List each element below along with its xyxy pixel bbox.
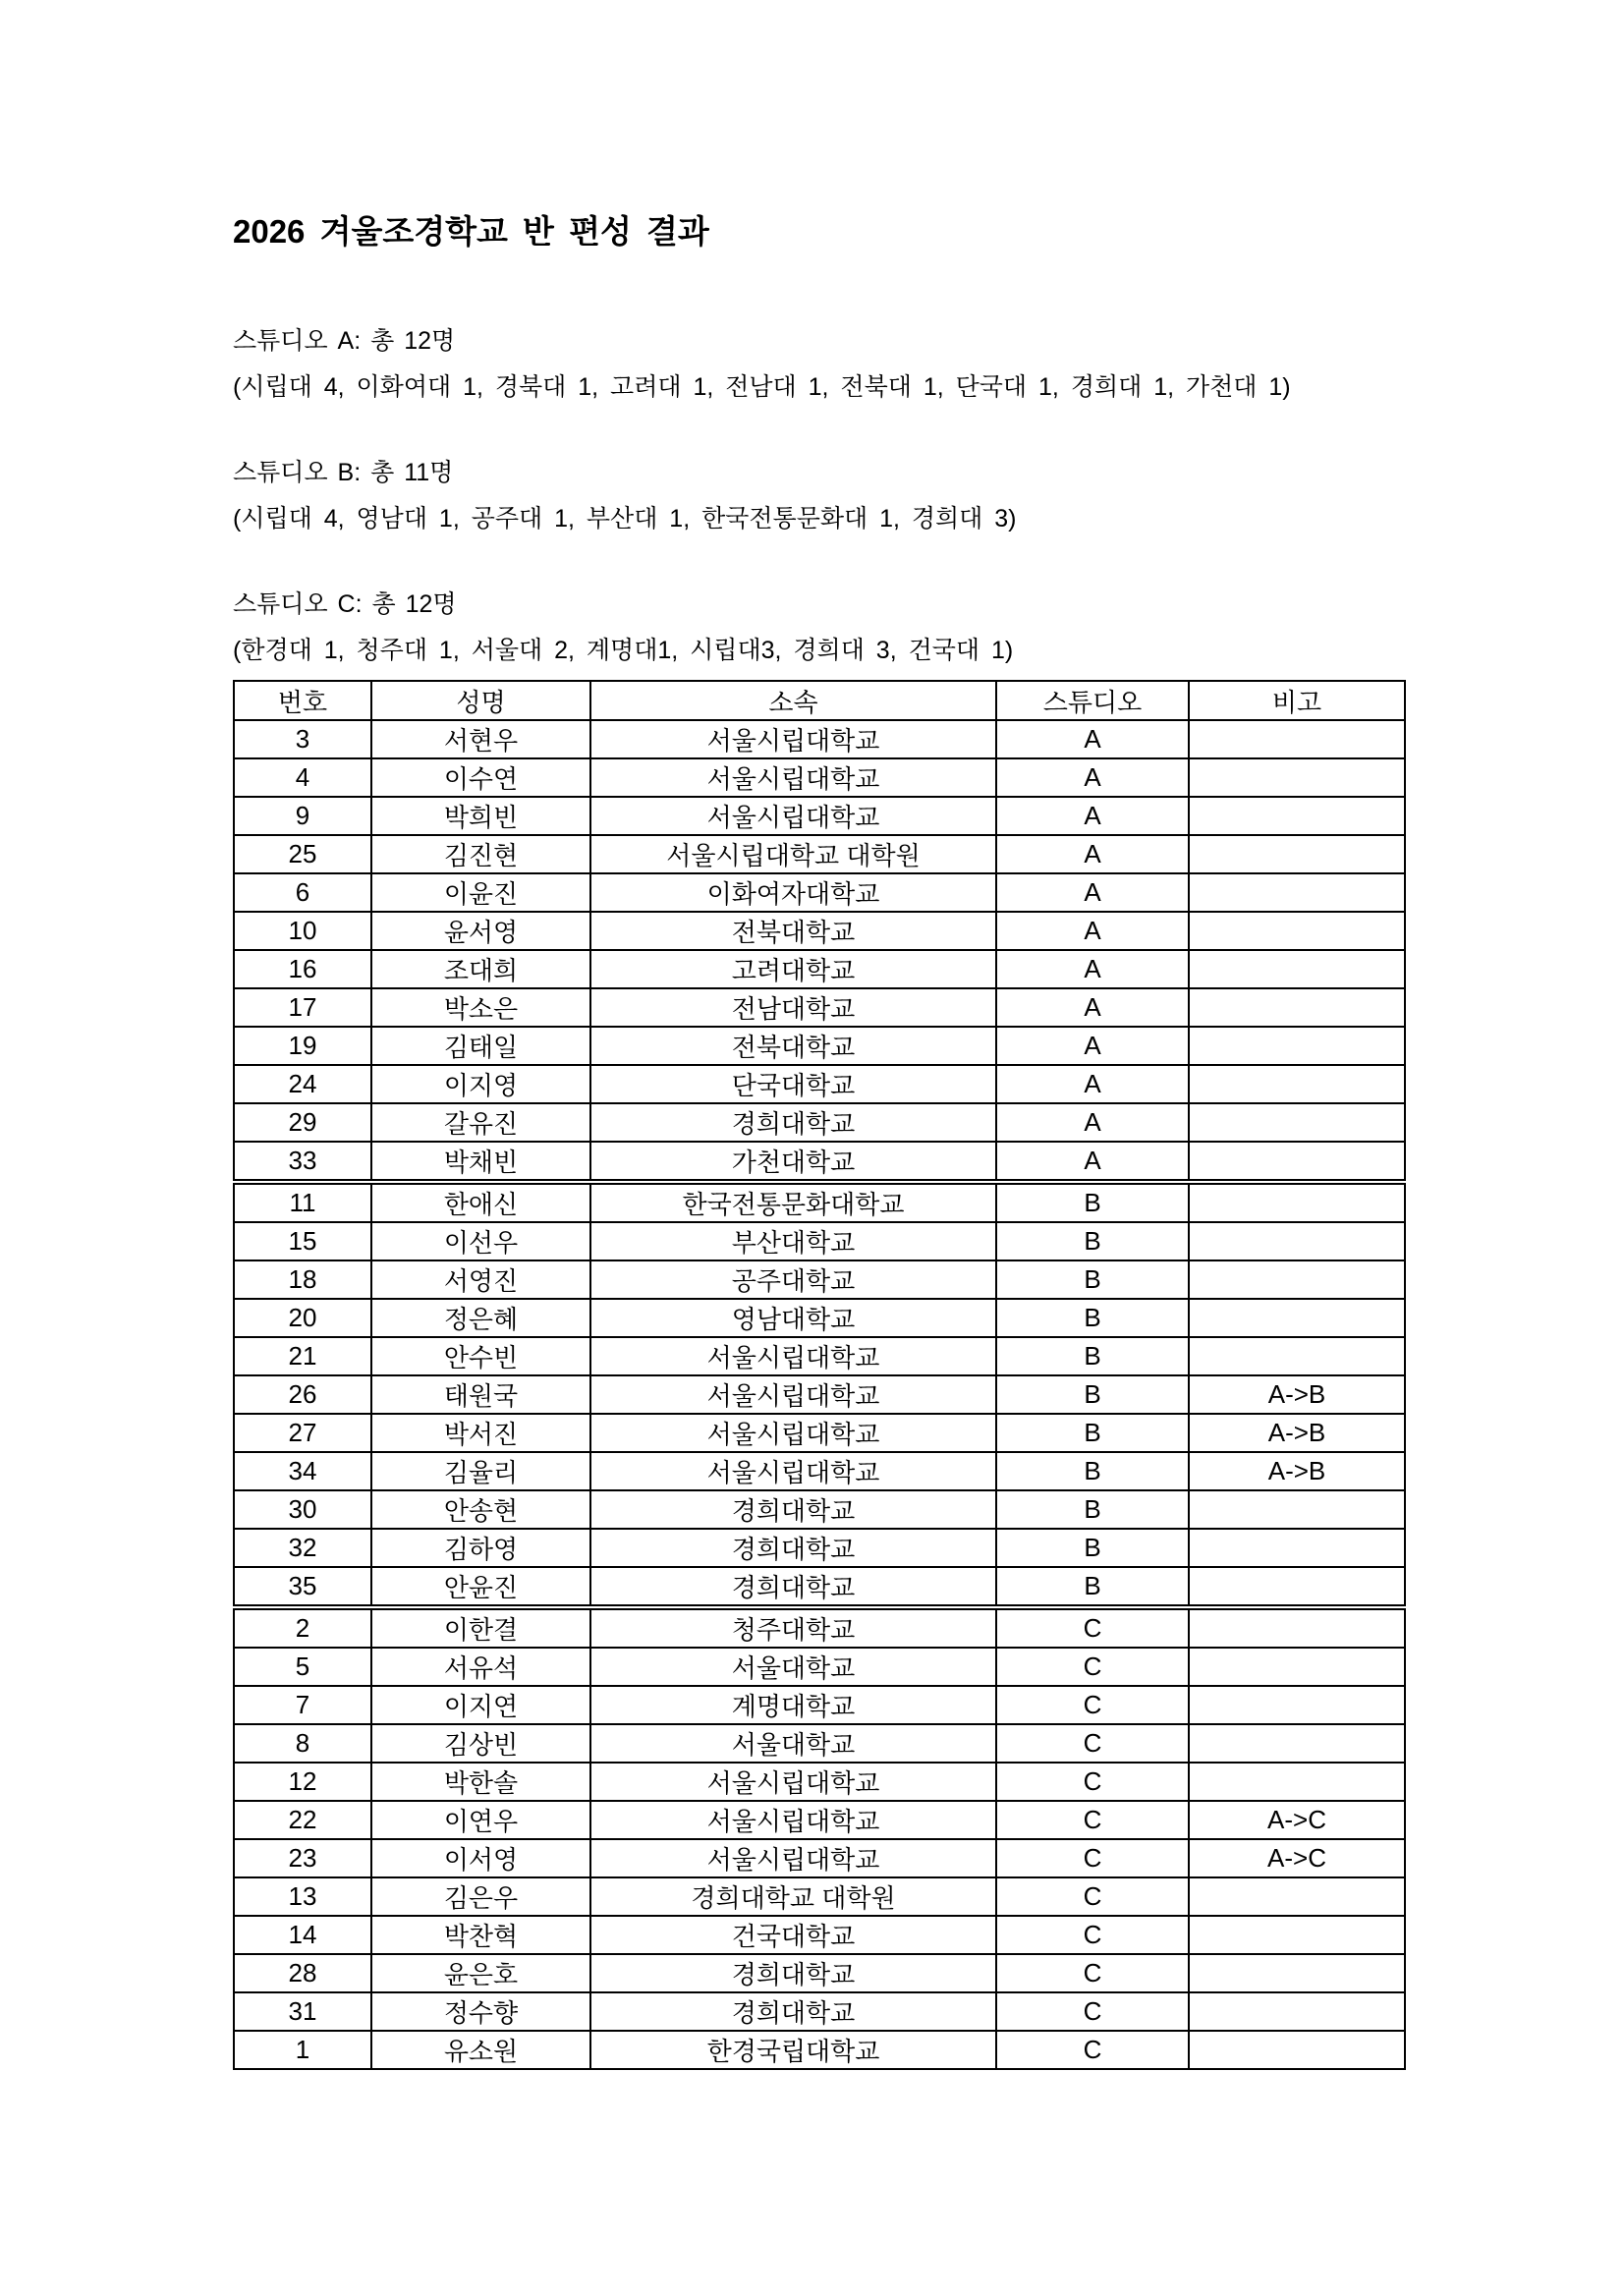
table-cell: 정수향 [371, 1992, 590, 2031]
table-cell: 13 [234, 1877, 371, 1916]
table-cell: 서울시립대학교 [590, 720, 996, 758]
table-cell [1189, 1648, 1405, 1686]
studio-b-heading: 스튜디오 B: 총 11명 [233, 459, 454, 486]
table-cell: C [996, 1954, 1189, 1992]
table-cell [1189, 720, 1405, 758]
table-cell: 안수빈 [371, 1337, 590, 1375]
table-cell [1189, 1182, 1405, 1222]
table-cell: 갈유진 [371, 1103, 590, 1142]
table-cell: 김율리 [371, 1452, 590, 1490]
table-cell: 27 [234, 1414, 371, 1452]
header-studio: 스튜디오 [996, 681, 1189, 720]
table-cell: 8 [234, 1724, 371, 1763]
table-cell [1189, 797, 1405, 835]
table-cell: 서울대학교 [590, 1648, 996, 1686]
table-cell: 32 [234, 1529, 371, 1567]
table-cell: 3 [234, 720, 371, 758]
table-cell: B [996, 1567, 1189, 1607]
table-cell: 이한결 [371, 1607, 590, 1648]
table-cell: C [996, 1916, 1189, 1954]
table-cell: B [996, 1337, 1189, 1375]
table-row [234, 1142, 1405, 1182]
table-cell: 15 [234, 1222, 371, 1260]
table-row [234, 1299, 1405, 1337]
table-cell: 고려대학교 [590, 950, 996, 988]
table-cell: 이연우 [371, 1801, 590, 1839]
table-cell: 33 [234, 1142, 371, 1182]
table-row [234, 950, 1405, 988]
table-cell: 2 [234, 1607, 371, 1648]
table-row [234, 1529, 1405, 1567]
table-cell: A [996, 950, 1189, 988]
table-cell: 서현우 [371, 720, 590, 758]
table-cell: C [996, 1801, 1189, 1839]
table-row [234, 1877, 1405, 1916]
table-cell: 경희대학교 대학원 [590, 1877, 996, 1916]
table-cell [1189, 2031, 1405, 2069]
table-row [234, 835, 1405, 873]
table-row [234, 988, 1405, 1027]
table-cell: 14 [234, 1916, 371, 1954]
table-cell [1189, 1916, 1405, 1954]
table-cell: 김하영 [371, 1529, 590, 1567]
table-cell: 경희대학교 [590, 1954, 996, 1992]
table-cell: C [996, 1607, 1189, 1648]
table-row [234, 1839, 1405, 1877]
table-cell: 태원국 [371, 1375, 590, 1414]
table-cell: 김태일 [371, 1027, 590, 1065]
table-cell: 이서영 [371, 1839, 590, 1877]
header-name: 성명 [371, 681, 590, 720]
table-cell [1189, 1607, 1405, 1648]
table-cell: A [996, 1142, 1189, 1182]
table-cell: 한경국립대학교 [590, 2031, 996, 2069]
header-note: 비고 [1189, 681, 1405, 720]
table-cell: B [996, 1490, 1189, 1529]
table-cell: C [996, 1724, 1189, 1763]
table-cell [1189, 1992, 1405, 2031]
table-cell [1189, 1142, 1405, 1182]
table-cell: 16 [234, 950, 371, 988]
table-cell: 한애신 [371, 1182, 590, 1222]
table-cell: B [996, 1299, 1189, 1337]
table-row [234, 1763, 1405, 1801]
table-cell: 경희대학교 [590, 1490, 996, 1529]
table-cell: 이화여자대학교 [590, 873, 996, 912]
table-row [234, 1801, 1405, 1839]
table-cell: A [996, 1103, 1189, 1142]
table-cell: 서울시립대학교 [590, 1839, 996, 1877]
table-cell: A [996, 1027, 1189, 1065]
table-cell: 박소은 [371, 988, 590, 1027]
table-cell: C [996, 1686, 1189, 1724]
table-row [234, 912, 1405, 950]
table-cell: A [996, 758, 1189, 797]
table-cell: 박한솔 [371, 1763, 590, 1801]
table-cell: 10 [234, 912, 371, 950]
table-cell: 19 [234, 1027, 371, 1065]
table-cell: 유소원 [371, 2031, 590, 2069]
table-cell: 서울시립대학교 대학원 [590, 835, 996, 873]
table-row [234, 1992, 1405, 2031]
table-cell: 9 [234, 797, 371, 835]
table-cell: 공주대학교 [590, 1260, 996, 1299]
table-cell [1189, 1065, 1405, 1103]
table-cell: 서울대학교 [590, 1724, 996, 1763]
table-cell: 12 [234, 1763, 371, 1801]
table-cell: 박채빈 [371, 1142, 590, 1182]
table-row [234, 1375, 1405, 1414]
studio-a-heading: 스튜디오 A: 총 12명 [233, 327, 456, 355]
table-cell: A->C [1189, 1801, 1405, 1839]
table-cell: 20 [234, 1299, 371, 1337]
table-cell: A [996, 912, 1189, 950]
table-cell: 안윤진 [371, 1567, 590, 1607]
table-cell: 이지연 [371, 1686, 590, 1724]
table-cell: B [996, 1414, 1189, 1452]
table-cell: 청주대학교 [590, 1607, 996, 1648]
table-cell: 25 [234, 835, 371, 873]
table-cell: C [996, 1992, 1189, 2031]
table-cell: 서울시립대학교 [590, 797, 996, 835]
table-cell: 윤서영 [371, 912, 590, 950]
table-cell: 22 [234, 1801, 371, 1839]
table-cell: 5 [234, 1648, 371, 1686]
table-cell [1189, 912, 1405, 950]
table-row [234, 2031, 1405, 2069]
table-cell: 경희대학교 [590, 1103, 996, 1142]
table-cell: 24 [234, 1065, 371, 1103]
table-row [234, 1065, 1405, 1103]
table-cell: 21 [234, 1337, 371, 1375]
table-cell: 단국대학교 [590, 1065, 996, 1103]
table-cell: C [996, 2031, 1189, 2069]
table-cell: 영남대학교 [590, 1299, 996, 1337]
table-cell: 건국대학교 [590, 1916, 996, 1954]
table-cell: 조대희 [371, 950, 590, 988]
table-cell: A->B [1189, 1375, 1405, 1414]
table-cell: 경희대학교 [590, 1529, 996, 1567]
table-cell: 서울시립대학교 [590, 1375, 996, 1414]
table-cell: 34 [234, 1452, 371, 1490]
table-row [234, 1103, 1405, 1142]
table-cell [1189, 1877, 1405, 1916]
table-cell: A->C [1189, 1839, 1405, 1877]
table-cell: A [996, 835, 1189, 873]
table-cell: C [996, 1839, 1189, 1877]
table-cell: 7 [234, 1686, 371, 1724]
table-cell: 28 [234, 1954, 371, 1992]
table-cell: 서유석 [371, 1648, 590, 1686]
table-cell: 6 [234, 873, 371, 912]
table-cell: 서울시립대학교 [590, 758, 996, 797]
table-cell: B [996, 1452, 1189, 1490]
table-cell [1189, 1337, 1405, 1375]
table-cell: C [996, 1648, 1189, 1686]
table-row [234, 1567, 1405, 1607]
table-cell: 가천대학교 [590, 1142, 996, 1182]
table-cell: 전북대학교 [590, 1027, 996, 1065]
studio-b-detail: (시립대 4, 영남대 1, 공주대 1, 부산대 1, 한국전통문화대 1, 경희대 3) [233, 505, 1017, 532]
table-row [234, 758, 1405, 797]
table-cell: B [996, 1375, 1189, 1414]
table-cell: 경희대학교 [590, 1567, 996, 1607]
header-affiliation: 소속 [590, 681, 996, 720]
studio-c-heading: 스튜디오 C: 총 12명 [233, 590, 457, 618]
studio-c-detail: (한경대 1, 청주대 1, 서울대 2, 계명대1, 시립대3, 경희대 3, 건국대 1) [233, 637, 1014, 664]
table-cell: 이지영 [371, 1065, 590, 1103]
table-cell [1189, 1686, 1405, 1724]
table-cell: 김은우 [371, 1877, 590, 1916]
table-cell: A [996, 988, 1189, 1027]
table-cell: B [996, 1182, 1189, 1222]
header-number: 번호 [234, 681, 371, 720]
table-row [234, 1490, 1405, 1529]
header-row [234, 681, 1405, 720]
table-cell: 23 [234, 1839, 371, 1877]
table-cell: 김상빈 [371, 1724, 590, 1763]
table-cell: B [996, 1222, 1189, 1260]
table-row [234, 1686, 1405, 1724]
table-cell: 서울시립대학교 [590, 1763, 996, 1801]
table-cell [1189, 1724, 1405, 1763]
roster-table-body [234, 720, 1405, 2069]
table-cell: 한국전통문화대학교 [590, 1182, 996, 1222]
table-cell [1189, 1490, 1405, 1529]
table-cell: 이선우 [371, 1222, 590, 1260]
table-cell [1189, 950, 1405, 988]
table-cell: 11 [234, 1182, 371, 1222]
table-cell: A->B [1189, 1414, 1405, 1452]
table-cell: 박희빈 [371, 797, 590, 835]
table-cell: 서울시립대학교 [590, 1337, 996, 1375]
table-cell: 17 [234, 988, 371, 1027]
table-cell: 경희대학교 [590, 1992, 996, 2031]
table-row [234, 1414, 1405, 1452]
studio-a-detail: (시립대 4, 이화여대 1, 경북대 1, 고려대 1, 전남대 1, 전북대 1, 단국대 1, 경희대 1, 가천대 1) [233, 373, 1291, 401]
table-cell [1189, 1954, 1405, 1992]
table-cell: A [996, 797, 1189, 835]
table-cell: A [996, 720, 1189, 758]
table-row [234, 797, 1405, 835]
table-cell [1189, 758, 1405, 797]
table-row [234, 1182, 1405, 1222]
table-cell: 서울시립대학교 [590, 1452, 996, 1490]
table-row [234, 1607, 1405, 1648]
table-row [234, 1337, 1405, 1375]
table-cell: 전남대학교 [590, 988, 996, 1027]
table-cell: 30 [234, 1490, 371, 1529]
table-row [234, 1916, 1405, 1954]
table-cell: 안송현 [371, 1490, 590, 1529]
table-cell: 윤은호 [371, 1954, 590, 1992]
table-row [234, 1648, 1405, 1686]
table-cell: 31 [234, 1992, 371, 2031]
table-cell [1189, 988, 1405, 1027]
table-cell [1189, 1027, 1405, 1065]
table-cell [1189, 873, 1405, 912]
table-cell: A [996, 1065, 1189, 1103]
table-row [234, 1452, 1405, 1490]
table-cell: C [996, 1877, 1189, 1916]
table-cell: 서영진 [371, 1260, 590, 1299]
table-row [234, 1724, 1405, 1763]
table-cell: 김진현 [371, 835, 590, 873]
table-cell [1189, 1260, 1405, 1299]
table-cell: 박서진 [371, 1414, 590, 1452]
table-cell [1189, 1299, 1405, 1337]
table-cell [1189, 1222, 1405, 1260]
table-cell: B [996, 1260, 1189, 1299]
table-cell: 35 [234, 1567, 371, 1607]
table-cell: 서울시립대학교 [590, 1801, 996, 1839]
table-cell: B [996, 1529, 1189, 1567]
roster-table-header [234, 681, 1405, 720]
table-cell: 26 [234, 1375, 371, 1414]
table-cell [1189, 835, 1405, 873]
document-page [233, 215, 1404, 2070]
table-cell: 4 [234, 758, 371, 797]
table-cell: 29 [234, 1103, 371, 1142]
table-cell: 정은혜 [371, 1299, 590, 1337]
table-cell: 계명대학교 [590, 1686, 996, 1724]
table-row [234, 1222, 1405, 1260]
table-cell: 전북대학교 [590, 912, 996, 950]
table-row [234, 1954, 1405, 1992]
table-row [234, 873, 1405, 912]
table-cell [1189, 1529, 1405, 1567]
table-cell: 18 [234, 1260, 371, 1299]
table-cell [1189, 1763, 1405, 1801]
table-cell: C [996, 1763, 1189, 1801]
table-cell: A [996, 873, 1189, 912]
table-cell: 박찬혁 [371, 1916, 590, 1954]
table-cell [1189, 1567, 1405, 1607]
roster-table [233, 680, 1406, 2070]
table-cell: 서울시립대학교 [590, 1414, 996, 1452]
table-row [234, 1260, 1405, 1299]
table-cell: 이수연 [371, 758, 590, 797]
page-title: 2026 겨울조경학교 반 편성 결과 [233, 213, 709, 250]
table-cell: 1 [234, 2031, 371, 2069]
table-cell: 이윤진 [371, 873, 590, 912]
table-cell: 부산대학교 [590, 1222, 996, 1260]
table-row [234, 720, 1405, 758]
table-cell: A->B [1189, 1452, 1405, 1490]
table-cell [1189, 1103, 1405, 1142]
table-row [234, 1027, 1405, 1065]
